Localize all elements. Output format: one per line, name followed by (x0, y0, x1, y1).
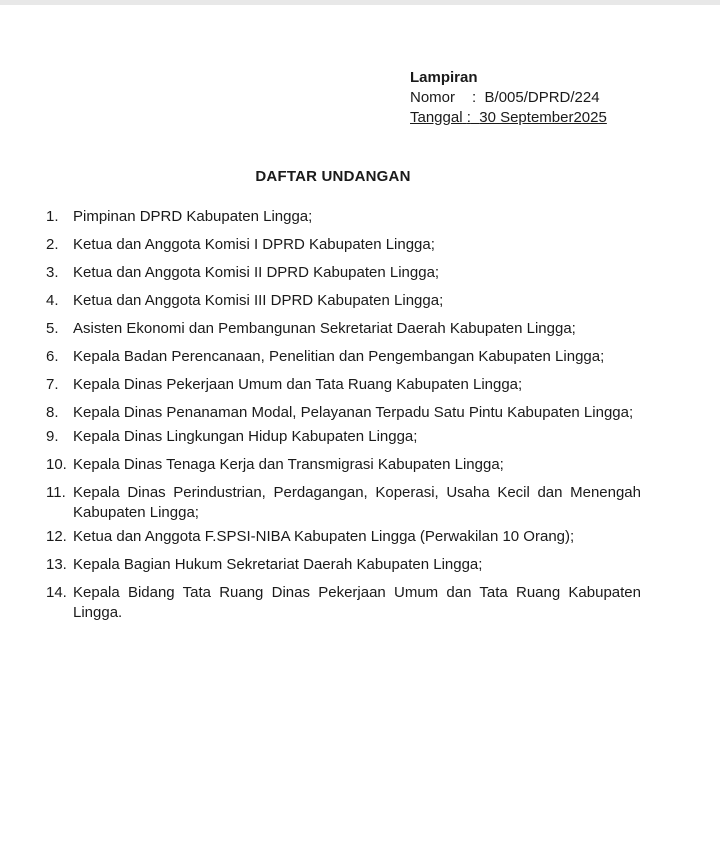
invitee-list (46, 207, 641, 631)
attachment-number-value: B/005/DPRD/224 (484, 89, 600, 106)
invitee-number: 5. (46, 320, 59, 337)
invitee-number: 2. (46, 236, 59, 253)
invitee-item (46, 207, 641, 227)
invitee-text: Ketua dan Anggota Komisi III DPRD Kabupaten Lingga; (73, 292, 444, 309)
attachment-block (410, 68, 607, 128)
invitee-number: 9. (46, 428, 59, 445)
invitee-item (46, 555, 641, 575)
invitee-text: Ketua dan Anggota Komisi I DPRD Kabupaten Lingga; (73, 236, 435, 253)
invitee-item (46, 263, 641, 283)
attachment-date-value: 30 September2025 (479, 109, 607, 126)
invitee-item (46, 403, 641, 423)
invitee-text: Kepala Badan Perencanaan, Penelitian dan Pengembangan Kabupaten Lingga; (73, 348, 605, 365)
invitee-item (46, 347, 641, 367)
invitee-text: Kepala Dinas Tenaga Kerja dan Transmigrasi Kabupaten Lingga; (73, 456, 504, 473)
invitee-text: Kepala Dinas Perindustrian, Perdagangan, Koperasi, Usaha Kecil dan Menengah Kabupaten Lingga; (73, 484, 641, 521)
invitee-item (46, 319, 641, 339)
invitee-text: Pimpinan DPRD Kabupaten Lingga; (73, 208, 313, 225)
attachment-date-label: Tanggal (410, 109, 463, 126)
attachment-heading: Lampiran (410, 69, 478, 86)
invitee-item (46, 455, 641, 475)
invitee-number: 6. (46, 348, 59, 365)
invitee-item (46, 235, 641, 255)
attachment-date-row (410, 108, 607, 128)
invitee-text: Kepala Dinas Penanaman Modal, Pelayanan Terpadu Satu Pintu Kabupaten Lingga; (73, 404, 634, 421)
invitee-item (46, 527, 641, 547)
invitee-item (46, 291, 641, 311)
attachment-number-row (410, 88, 607, 108)
attachment-number-label: Nomor (410, 89, 456, 106)
invitee-number: 10. (46, 456, 67, 473)
attachment-number-sep: : (472, 89, 477, 106)
invitee-number: 8. (46, 404, 59, 421)
invitee-item (46, 375, 641, 395)
invitee-number: 14. (46, 584, 67, 601)
invitee-number: 7. (46, 376, 59, 393)
invitee-text: Kepala Bidang Tata Ruang Dinas Pekerjaan Umum dan Tata Ruang Kabupaten Lingga. (73, 584, 641, 621)
invitee-number: 1. (46, 208, 59, 225)
document-title: DAFTAR UNDANGAN (255, 168, 411, 185)
invitee-text: Kepala Dinas Lingkungan Hidup Kabupaten Lingga; (73, 428, 418, 445)
invitee-item (46, 483, 641, 523)
invitee-number: 4. (46, 292, 59, 309)
attachment-date-sep: : (466, 109, 471, 126)
invitee-text: Ketua dan Anggota Komisi II DPRD Kabupaten Lingga; (73, 264, 440, 281)
invitee-number: 11. (46, 484, 66, 501)
invitee-text: Asisten Ekonomi dan Pembangunan Sekretariat Daerah Kabupaten Lingga; (73, 320, 576, 337)
invitee-item (46, 427, 641, 447)
invitee-text: Kepala Dinas Pekerjaan Umum dan Tata Ruang Kabupaten Lingga; (73, 376, 523, 393)
invitee-number: 13. (46, 556, 67, 573)
invitee-item (46, 583, 641, 623)
invitee-number: 3. (46, 264, 59, 281)
invitee-text: Kepala Bagian Hukum Sekretariat Daerah Kabupaten Lingga; (73, 556, 483, 573)
invitee-number: 12. (46, 528, 67, 545)
invitee-text: Ketua dan Anggota F.SPSI-NIBA Kabupaten Lingga (Perwakilan 10 Orang); (73, 528, 575, 545)
